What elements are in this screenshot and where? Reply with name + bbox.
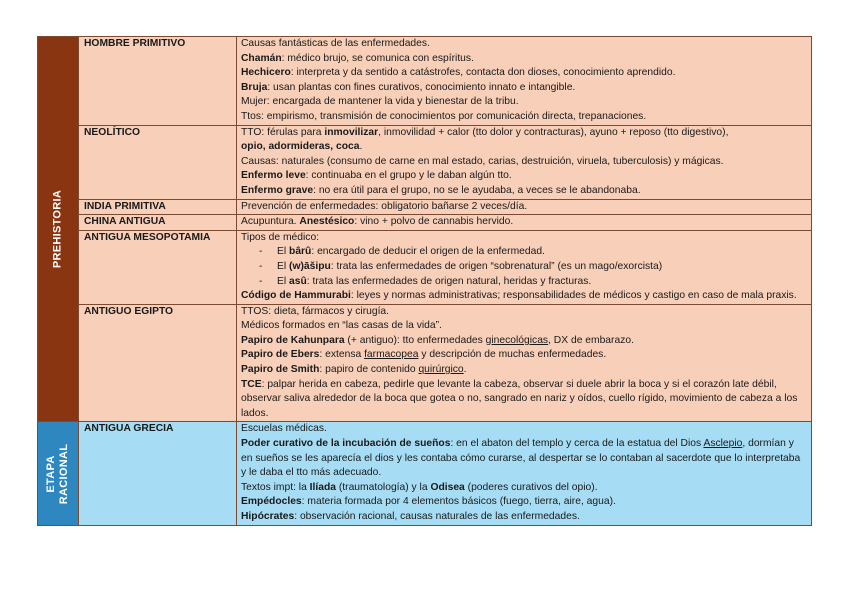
era-label: ETAPA RACIONAL (45, 443, 70, 504)
text-line: Poder curativo de la incubación de sueños: en el abaton del templo y cerca de la estatua del Dios Asclepio, dormían y en sueños se les aparecía el dios y les contaba cómo curarse, al despertar se lo contaban al sacerdote que lo interpretaba y le daba el tto más adecuado. (241, 438, 801, 479)
period-label: ANTIGUA GRECIA (79, 422, 237, 525)
text-line: TTO: férulas para inmovilizar, inmovilidad + calor (tto dolor y contracturas), ayuno + reposo (tto digestivo), (241, 126, 729, 138)
era-cell-prehistoria (38, 37, 79, 422)
text-line: Causas fantásticas de las enfermedades. (241, 38, 430, 49)
description-cell (237, 125, 812, 199)
table-row (38, 422, 812, 525)
text-line: TCE: palpar herida en cabeza, pedirle que levante la cabeza, observar si duele abrir la boca y si el corazón late débil, observar saliva alrededor de la boca que gotea o no, sangrado en nariz y oídos, cuello rígido, movimiento de cabeza a los lados. (241, 378, 798, 419)
table-row (38, 230, 812, 304)
table-row (38, 304, 812, 422)
description-cell (237, 230, 812, 304)
table-row (38, 199, 812, 215)
text-line: Hipócrates: observación racional, causas naturales de las enfermedades. (241, 511, 580, 522)
list-item: - El asû: trata las enfermedades de origen natural, heridas y fracturas. (259, 275, 592, 287)
text-line: Chamán: médico brujo, se comunica con espíritus. (241, 52, 474, 64)
text-line: Hechicero: interpreta y da sentido a catástrofes, contacta don dioses, conocimiento aprendido. (241, 67, 676, 79)
text-line: Mujer: encargada de mantener la vida y bienestar de la tribu. (241, 96, 519, 108)
text-line: Escuelas médicas. (241, 423, 327, 435)
period-label: ANTIGUA MESOPOTAMIA (79, 230, 237, 304)
list-item: - El (w)āšipu: trata las enfermedades de origen “sobrenatural” (es un mago/exorcista) (259, 260, 663, 272)
text-line: Papiro de Smith: papiro de contenido quirúrgico. (241, 364, 467, 376)
table-row (38, 37, 812, 126)
period-label: HOMBRE PRIMITIVO (79, 37, 237, 126)
text-line: Médicos formados en “las casas de la vida”. (241, 320, 442, 332)
text-line: Textos impt: la Ilíada (traumatología) y la Odisea (poderes curativos del opio). (241, 481, 598, 493)
period-label: INDIA PRIMITIVA (79, 199, 237, 215)
text-line: Enfermo leve: continuaba en el grupo y le daban algún tto. (241, 170, 512, 182)
history-of-medicine-table (37, 36, 812, 526)
text-line: opio, adormideras, coca. (241, 141, 363, 153)
text-line: Papiro de Ebers: extensa farmacopea y descripción de muchas enfermedades. (241, 349, 607, 361)
era-cell-racional (38, 422, 79, 525)
text-line: TTOS: dieta, fármacos y cirugía. (241, 305, 390, 317)
text-line: Código de Hammurabi: leyes y normas administrativas; responsabilidades de médicos y castigo en caso de mala praxis. (241, 290, 797, 302)
description-cell (237, 215, 812, 231)
period-label: ANTIGUO EGIPTO (79, 304, 237, 422)
description-cell (237, 422, 812, 525)
table-row (38, 215, 812, 231)
period-label: CHINA ANTIGUA (79, 215, 237, 231)
table-row (38, 125, 812, 199)
list-item: - El bârû: encargado de deducir el origen de la enfermedad. (259, 246, 545, 258)
text-line: Acupuntura. Anestésico: vino + polvo de cannabis hervido. (241, 216, 514, 228)
period-label: NEOLÍTICO (79, 125, 237, 199)
era-label: PREHISTORIA (51, 190, 64, 269)
text-line: Ttos: empirismo, transmisión de conocimientos por comunicación directa, trepanaciones. (241, 110, 647, 122)
text-line: Prevención de enfermedades: obligatorio bañarse 2 veces/día. (241, 200, 528, 212)
description-cell (237, 199, 812, 215)
text-line: Bruja: usan plantas con fines curativos, conocimiento innato e intangible. (241, 81, 576, 93)
text-line: Enfermo grave: no era útil para el grupo, no se le ayudaba, a veces se le abandonaba. (241, 184, 641, 196)
text-line: Empédocles: materia formada por 4 elementos básicos (fuego, tierra, aire, agua). (241, 496, 616, 508)
description-cell (237, 37, 812, 126)
text-line: Causas: naturales (consumo de carne en mal estado, carias, destruición, viruela, tuberculosis) y mágicas. (241, 155, 724, 167)
description-cell (237, 304, 812, 422)
text-line: Papiro de Kahunpara (+ antiguo): tto enfermedades ginecológicas, DX de embarazo. (241, 334, 634, 346)
text-line: Tipos de médico: (241, 231, 320, 243)
